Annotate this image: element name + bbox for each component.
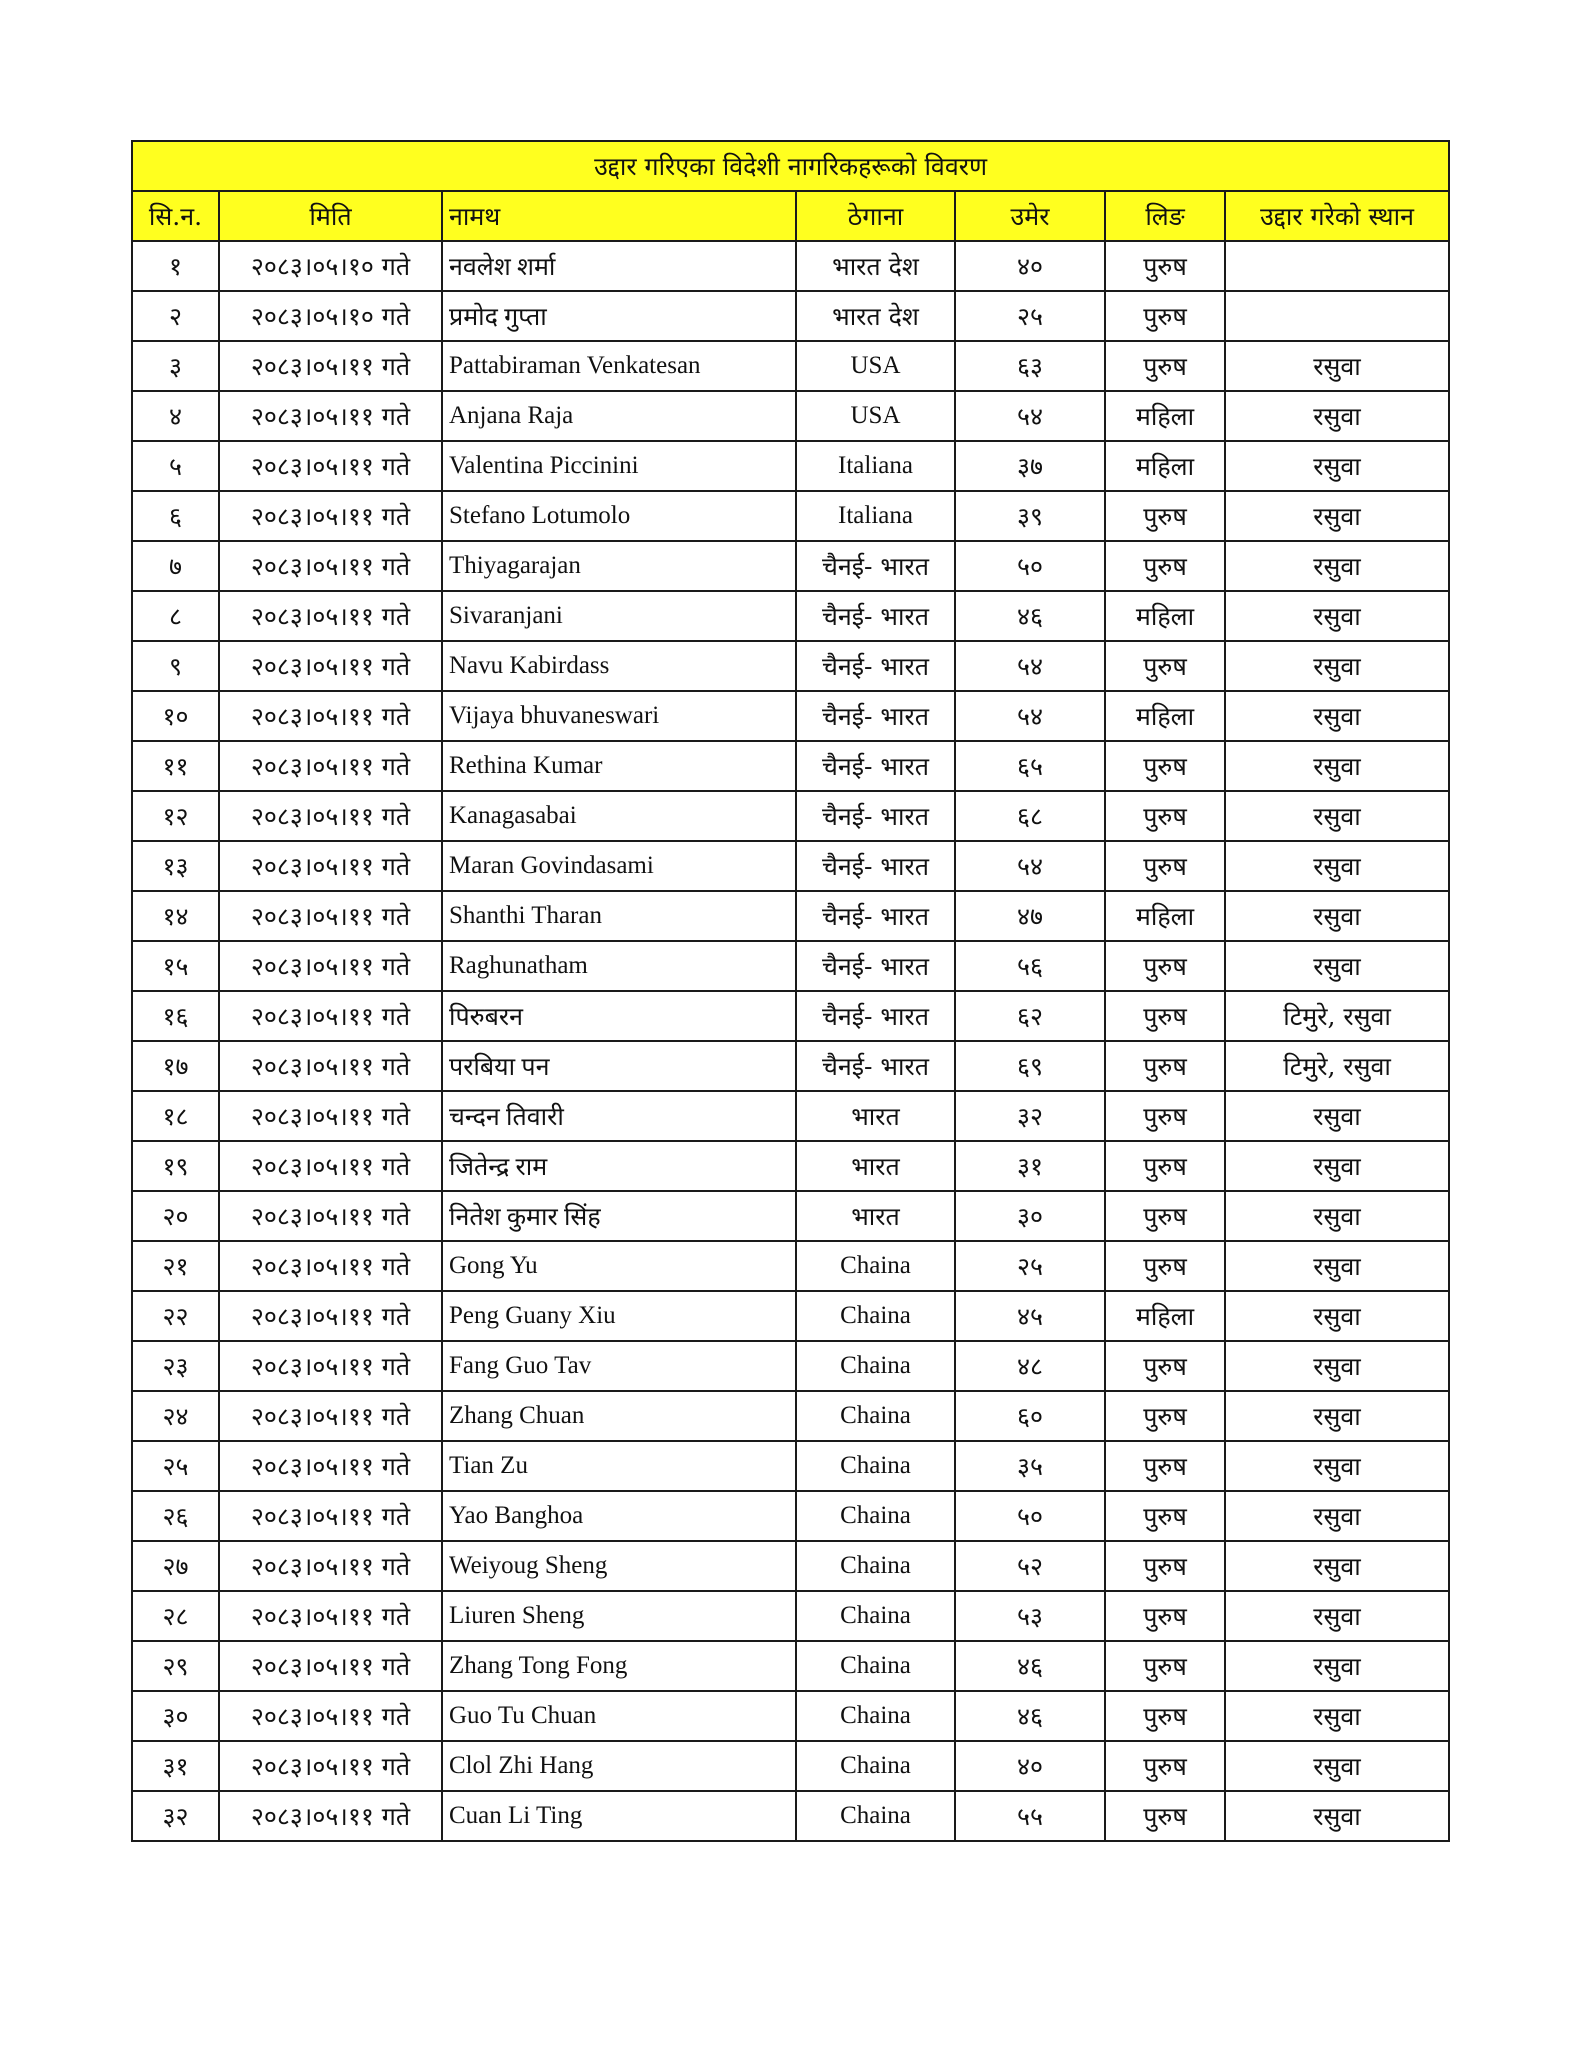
table-row [132, 391, 1449, 441]
cell-name: Fang Guo Tav [442, 1341, 796, 1391]
table-row [132, 1641, 1449, 1691]
cell-address: भारत देश [796, 291, 955, 341]
cell-gender: पुरुष [1105, 741, 1225, 791]
cell-rescue-place: रसुवा [1225, 441, 1449, 491]
cell-age: ५४ [955, 391, 1105, 441]
table-row [132, 491, 1449, 541]
cell-age: २५ [955, 1241, 1105, 1291]
cell-gender: पुरुष [1105, 641, 1225, 691]
table-row [132, 541, 1449, 591]
cell-gender: पुरुष [1105, 1091, 1225, 1141]
cell-age: ४७ [955, 891, 1105, 941]
cell-serial: ६ [132, 491, 219, 541]
cell-serial: २३ [132, 1341, 219, 1391]
cell-age: ५३ [955, 1591, 1105, 1641]
cell-name: Weiyoug Sheng [442, 1541, 796, 1591]
header-name: नामथ [442, 191, 796, 241]
cell-gender: पुरुष [1105, 541, 1225, 591]
cell-date: २०८३।०५।११ गते [219, 541, 442, 591]
cell-serial: १७ [132, 1041, 219, 1091]
cell-date: २०८३।०५।११ गते [219, 1441, 442, 1491]
cell-gender: पुरुष [1105, 1241, 1225, 1291]
cell-age: ३७ [955, 441, 1105, 491]
cell-name: Thiyagarajan [442, 541, 796, 591]
cell-serial: ५ [132, 441, 219, 491]
cell-date: २०८३।०५।११ गते [219, 741, 442, 791]
cell-age: ४५ [955, 1291, 1105, 1341]
header-serial: सि.न. [132, 191, 219, 241]
cell-rescue-place: रसुवा [1225, 591, 1449, 641]
cell-serial: २५ [132, 1441, 219, 1491]
cell-age: ६९ [955, 1041, 1105, 1091]
cell-rescue-place: रसुवा [1225, 541, 1449, 591]
cell-age: ५५ [955, 1791, 1105, 1841]
cell-gender: पुरुष [1105, 1591, 1225, 1641]
cell-date: २०८३।०५।११ गते [219, 1491, 442, 1541]
table-row [132, 941, 1449, 991]
table-body [132, 241, 1449, 1841]
cell-gender: पुरुष [1105, 1641, 1225, 1691]
cell-rescue-place: रसुवा [1225, 791, 1449, 841]
cell-rescue-place: टिमुरे, रसुवा [1225, 1041, 1449, 1091]
cell-name: नवलेश शर्मा [442, 241, 796, 291]
cell-age: ४८ [955, 1341, 1105, 1391]
cell-rescue-place: रसुवा [1225, 1641, 1449, 1691]
cell-age: ६३ [955, 341, 1105, 391]
cell-gender: पुरुष [1105, 491, 1225, 541]
header-gender: लिङ [1105, 191, 1225, 241]
cell-gender: महिला [1105, 591, 1225, 641]
cell-name: Kanagasabai [442, 791, 796, 841]
cell-date: २०८३।०५।११ गते [219, 491, 442, 541]
cell-name: Anjana Raja [442, 391, 796, 441]
cell-rescue-place: रसुवा [1225, 1191, 1449, 1241]
cell-rescue-place: रसुवा [1225, 841, 1449, 891]
cell-name: Sivaranjani [442, 591, 796, 641]
cell-rescue-place: रसुवा [1225, 1391, 1449, 1441]
cell-date: २०८३।०५।११ गते [219, 1641, 442, 1691]
cell-gender: पुरुष [1105, 1441, 1225, 1491]
cell-address: चैनई- भारत [796, 541, 955, 591]
cell-serial: २२ [132, 1291, 219, 1341]
table-row [132, 891, 1449, 941]
cell-serial: ३२ [132, 1791, 219, 1841]
cell-address: USA [796, 391, 955, 441]
cell-name: Peng Guany Xiu [442, 1291, 796, 1341]
cell-address: Chaina [796, 1741, 955, 1791]
cell-serial: २४ [132, 1391, 219, 1441]
cell-address: चैनई- भारत [796, 691, 955, 741]
cell-name: परबिया पन [442, 1041, 796, 1091]
cell-serial: ३१ [132, 1741, 219, 1791]
cell-address: Chaina [796, 1691, 955, 1741]
cell-name: Cuan Li Ting [442, 1791, 796, 1841]
cell-age: ६८ [955, 791, 1105, 841]
cell-gender: पुरुष [1105, 1041, 1225, 1091]
table-row [132, 791, 1449, 841]
cell-serial: ११ [132, 741, 219, 791]
cell-serial: २७ [132, 1541, 219, 1591]
cell-address: Chaina [796, 1441, 955, 1491]
cell-date: २०८३।०५।११ गते [219, 941, 442, 991]
table-row [132, 841, 1449, 891]
cell-gender: पुरुष [1105, 1741, 1225, 1791]
cell-date: २०८३।०५।११ गते [219, 791, 442, 841]
table-row [132, 1341, 1449, 1391]
header-rescue-place: उद्दार गरेको स्थान [1225, 191, 1449, 241]
cell-gender: पुरुष [1105, 341, 1225, 391]
cell-age: ३१ [955, 1141, 1105, 1191]
cell-name: Zhang Tong Fong [442, 1641, 796, 1691]
cell-date: २०८३।०५।११ गते [219, 691, 442, 741]
cell-age: ६५ [955, 741, 1105, 791]
cell-gender: पुरुष [1105, 1541, 1225, 1591]
table-row [132, 1791, 1449, 1841]
cell-address: Chaina [796, 1341, 955, 1391]
cell-gender: पुरुष [1105, 291, 1225, 341]
cell-serial: १० [132, 691, 219, 741]
cell-rescue-place: रसुवा [1225, 1241, 1449, 1291]
cell-rescue-place: रसुवा [1225, 741, 1449, 791]
table-row [132, 1291, 1449, 1341]
cell-address: Chaina [796, 1391, 955, 1441]
cell-gender: महिला [1105, 441, 1225, 491]
cell-age: ४६ [955, 591, 1105, 641]
cell-rescue-place [1225, 241, 1449, 291]
cell-name: नितेश कुमार सिंह [442, 1191, 796, 1241]
cell-rescue-place: रसुवा [1225, 1591, 1449, 1641]
cell-rescue-place: रसुवा [1225, 1091, 1449, 1141]
cell-date: २०८३।०५।११ गते [219, 1691, 442, 1741]
table-row [132, 1691, 1449, 1741]
table-row [132, 1391, 1449, 1441]
cell-rescue-place: रसुवा [1225, 891, 1449, 941]
header-row [132, 191, 1449, 241]
cell-serial: १३ [132, 841, 219, 891]
cell-gender: पुरुष [1105, 1141, 1225, 1191]
cell-name: Yao Banghoa [442, 1491, 796, 1541]
cell-serial: १८ [132, 1091, 219, 1141]
cell-age: ५४ [955, 691, 1105, 741]
cell-rescue-place: रसुवा [1225, 1491, 1449, 1541]
cell-rescue-place: रसुवा [1225, 1141, 1449, 1191]
cell-gender: महिला [1105, 391, 1225, 441]
cell-date: २०८३।०५।११ गते [219, 1241, 442, 1291]
table-row [132, 741, 1449, 791]
cell-age: ५६ [955, 941, 1105, 991]
cell-rescue-place [1225, 291, 1449, 341]
table-row [132, 1091, 1449, 1141]
cell-address: Italiana [796, 491, 955, 541]
cell-address: चैनई- भारत [796, 991, 955, 1041]
cell-address: USA [796, 341, 955, 391]
cell-name: Valentina Piccinini [442, 441, 796, 491]
cell-serial: २८ [132, 1591, 219, 1641]
cell-gender: पुरुष [1105, 791, 1225, 841]
cell-rescue-place: रसुवा [1225, 1691, 1449, 1741]
cell-date: २०८३।०५।११ गते [219, 1791, 442, 1841]
header-date: मिति [219, 191, 442, 241]
cell-name: चन्दन तिवारी [442, 1091, 796, 1141]
cell-serial: १ [132, 241, 219, 291]
cell-date: २०८३।०५।११ गते [219, 991, 442, 1041]
cell-date: २०८३।०५।११ गते [219, 1591, 442, 1641]
cell-serial: ७ [132, 541, 219, 591]
cell-rescue-place: रसुवा [1225, 1741, 1449, 1791]
cell-serial: २ [132, 291, 219, 341]
cell-date: २०८३।०५।११ गते [219, 391, 442, 441]
cell-name: Navu Kabirdass [442, 641, 796, 691]
cell-gender: पुरुष [1105, 941, 1225, 991]
cell-name: Tian Zu [442, 1441, 796, 1491]
cell-address: चैनई- भारत [796, 641, 955, 691]
table-row [132, 1241, 1449, 1291]
cell-gender: महिला [1105, 891, 1225, 941]
table-row [132, 1741, 1449, 1791]
cell-address: चैनई- भारत [796, 591, 955, 641]
cell-age: ४६ [955, 1641, 1105, 1691]
cell-age: ५४ [955, 841, 1105, 891]
cell-age: ३० [955, 1191, 1105, 1241]
table-row [132, 241, 1449, 291]
table-row [132, 1491, 1449, 1541]
cell-date: २०८३।०५।११ गते [219, 441, 442, 491]
cell-rescue-place: टिमुरे, रसुवा [1225, 991, 1449, 1041]
table-row [132, 1141, 1449, 1191]
cell-date: २०८३।०५।११ गते [219, 841, 442, 891]
cell-serial: १५ [132, 941, 219, 991]
cell-serial: १६ [132, 991, 219, 1041]
document-title: उद्दार गरिएका विदेशी नागरिकहरूको विवरण [132, 141, 1449, 191]
cell-name: Vijaya bhuvaneswari [442, 691, 796, 741]
cell-age: ५२ [955, 1541, 1105, 1591]
cell-rescue-place: रसुवा [1225, 341, 1449, 391]
cell-date: २०८३।०५।११ गते [219, 341, 442, 391]
cell-rescue-place: रसुवा [1225, 1341, 1449, 1391]
cell-name: Raghunatham [442, 941, 796, 991]
cell-gender: महिला [1105, 1291, 1225, 1341]
cell-gender: पुरुष [1105, 991, 1225, 1041]
cell-serial: ३ [132, 341, 219, 391]
table-row [132, 991, 1449, 1041]
cell-serial: २० [132, 1191, 219, 1241]
cell-date: २०८३।०५।११ गते [219, 1041, 442, 1091]
cell-name: Shanthi Tharan [442, 891, 796, 941]
cell-serial: १९ [132, 1141, 219, 1191]
cell-address: चैनई- भारत [796, 891, 955, 941]
table-row [132, 691, 1449, 741]
title-row [132, 141, 1449, 191]
cell-address: भारत देश [796, 241, 955, 291]
cell-gender: पुरुष [1105, 1691, 1225, 1741]
cell-serial: ९ [132, 641, 219, 691]
cell-name: Guo Tu Chuan [442, 1691, 796, 1741]
cell-address: चैनई- भारत [796, 741, 955, 791]
cell-date: २०८३।०५।११ गते [219, 891, 442, 941]
header-address: ठेगाना [796, 191, 955, 241]
cell-rescue-place: रसुवा [1225, 941, 1449, 991]
cell-age: ५० [955, 541, 1105, 591]
cell-age: ६० [955, 1391, 1105, 1441]
cell-date: २०८३।०५।११ गते [219, 1191, 442, 1241]
cell-gender: पुरुष [1105, 241, 1225, 291]
cell-name: Stefano Lotumolo [442, 491, 796, 541]
cell-address: Italiana [796, 441, 955, 491]
cell-date: २०८३।०५।१० गते [219, 241, 442, 291]
table-row [132, 1541, 1449, 1591]
cell-serial: १२ [132, 791, 219, 841]
cell-date: २०८३।०५।११ गते [219, 1141, 442, 1191]
cell-date: २०८३।०५।११ गते [219, 1741, 442, 1791]
cell-serial: ३० [132, 1691, 219, 1741]
cell-gender: पुरुष [1105, 1191, 1225, 1241]
cell-age: ३९ [955, 491, 1105, 541]
cell-rescue-place: रसुवा [1225, 1541, 1449, 1591]
cell-address: भारत [796, 1091, 955, 1141]
cell-address: भारत [796, 1191, 955, 1241]
cell-name: Pattabiraman Venkatesan [442, 341, 796, 391]
header-age: उमेर [955, 191, 1105, 241]
cell-gender: पुरुष [1105, 1491, 1225, 1541]
cell-address: चैनई- भारत [796, 791, 955, 841]
table-row [132, 1191, 1449, 1241]
cell-date: २०८३।०५।११ गते [219, 1291, 442, 1341]
cell-rescue-place: रसुवा [1225, 491, 1449, 541]
cell-address: Chaina [796, 1291, 955, 1341]
cell-age: ४० [955, 1741, 1105, 1791]
cell-name: Gong Yu [442, 1241, 796, 1291]
cell-address: Chaina [796, 1641, 955, 1691]
table-row [132, 1591, 1449, 1641]
cell-rescue-place: रसुवा [1225, 691, 1449, 741]
cell-date: २०८३।०५।११ गते [219, 591, 442, 641]
cell-serial: २६ [132, 1491, 219, 1541]
cell-name: पिरुबरन [442, 991, 796, 1041]
cell-age: ४० [955, 241, 1105, 291]
cell-address: चैनई- भारत [796, 1041, 955, 1091]
cell-rescue-place: रसुवा [1225, 391, 1449, 441]
cell-serial: ४ [132, 391, 219, 441]
table-row [132, 441, 1449, 491]
cell-age: ४६ [955, 1691, 1105, 1741]
cell-gender: महिला [1105, 691, 1225, 741]
cell-gender: पुरुष [1105, 1791, 1225, 1841]
cell-address: Chaina [796, 1541, 955, 1591]
table-row [132, 1441, 1449, 1491]
cell-address: Chaina [796, 1491, 955, 1541]
cell-date: २०८३।०५।११ गते [219, 641, 442, 691]
table-row [132, 341, 1449, 391]
table-row [132, 641, 1449, 691]
cell-date: २०८३।०५।१० गते [219, 291, 442, 341]
cell-rescue-place: रसुवा [1225, 1441, 1449, 1491]
table-row [132, 1041, 1449, 1091]
cell-address: Chaina [796, 1591, 955, 1641]
cell-address: Chaina [796, 1791, 955, 1841]
cell-name: Zhang Chuan [442, 1391, 796, 1441]
cell-serial: २९ [132, 1641, 219, 1691]
cell-date: २०८३।०५।११ गते [219, 1541, 442, 1591]
cell-date: २०८३।०५।११ गते [219, 1341, 442, 1391]
cell-gender: पुरुष [1105, 841, 1225, 891]
cell-age: २५ [955, 291, 1105, 341]
cell-name: Liuren Sheng [442, 1591, 796, 1641]
cell-name: जितेन्द्र राम [442, 1141, 796, 1191]
cell-age: ६२ [955, 991, 1105, 1041]
cell-name: प्रमोद गुप्ता [442, 291, 796, 341]
cell-serial: १४ [132, 891, 219, 941]
cell-name: Clol Zhi Hang [442, 1741, 796, 1791]
cell-age: ३५ [955, 1441, 1105, 1491]
cell-age: ३२ [955, 1091, 1105, 1141]
table-row [132, 291, 1449, 341]
cell-gender: पुरुष [1105, 1391, 1225, 1441]
cell-name: Maran Govindasami [442, 841, 796, 891]
cell-rescue-place: रसुवा [1225, 1291, 1449, 1341]
cell-address: चैनई- भारत [796, 841, 955, 891]
cell-age: ५४ [955, 641, 1105, 691]
rescued-foreigners-table [131, 140, 1450, 1842]
cell-address: Chaina [796, 1241, 955, 1291]
cell-address: चैनई- भारत [796, 941, 955, 991]
cell-age: ५० [955, 1491, 1105, 1541]
cell-serial: ८ [132, 591, 219, 641]
cell-date: २०८३।०५।११ गते [219, 1391, 442, 1441]
cell-date: २०८३।०५।११ गते [219, 1091, 442, 1141]
cell-name: Rethina Kumar [442, 741, 796, 791]
cell-gender: पुरुष [1105, 1341, 1225, 1391]
cell-rescue-place: रसुवा [1225, 641, 1449, 691]
table-row [132, 591, 1449, 641]
cell-serial: २१ [132, 1241, 219, 1291]
cell-address: भारत [796, 1141, 955, 1191]
cell-rescue-place: रसुवा [1225, 1791, 1449, 1841]
